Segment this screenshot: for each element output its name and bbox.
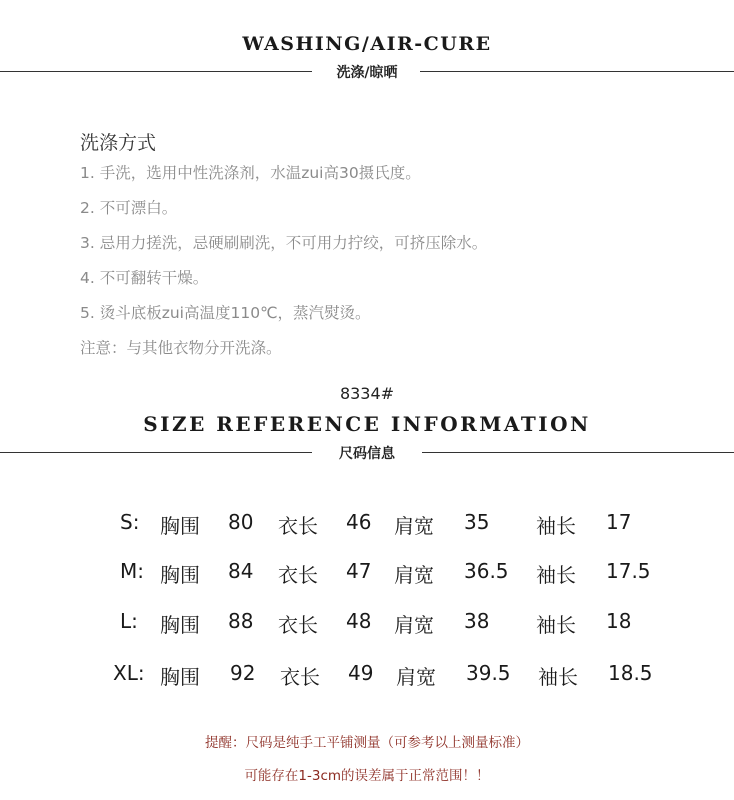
washing-note: 注意：与其他衣物分开洗涤。 [80,339,282,357]
size-label: XL: [113,661,145,685]
length-label: 衣长 [278,613,318,637]
size-header-rule [0,445,734,462]
size-header-title: SIZE REFERENCE INFORMATION [143,412,591,436]
sleeve-value: 17 [606,510,632,534]
shoulder-value: 35 [464,510,490,534]
washing-header-rule [0,64,734,81]
washing-header-subtitle: 洗涤/晾晒 [336,65,398,81]
shoulder-label: 肩宽 [394,563,434,587]
washing-line: 2. 不可漂白。 [80,199,178,217]
size-label: M: [120,559,144,583]
washing-line: 4. 不可翻转干燥。 [80,269,209,287]
washing-instructions [80,128,487,373]
washing-header-title: WASHING/AIR-CURE [242,33,492,55]
shoulder-value: 36.5 [464,559,509,583]
sleeve-value: 18 [606,609,632,633]
length-label: 衣长 [278,514,318,538]
size-label: L: [120,609,138,633]
washing-line: 3. 忌用力搓洗，忌硬刷刷洗，不可用力拧绞，可挤压除水。 [80,234,488,252]
length-value: 48 [346,609,372,633]
sleeve-label: 袖长 [536,514,576,538]
sleeve-value: 17.5 [606,559,651,583]
product-code: 8334# [339,384,395,403]
size-row-m [0,559,734,589]
sleeve-value: 18.5 [608,661,653,685]
chest-value: 84 [228,559,254,583]
shoulder-label: 肩宽 [396,665,436,689]
shoulder-value: 38 [464,609,490,633]
chest-label: 胸围 [160,665,200,689]
length-value: 47 [346,559,372,583]
sleeve-label: 袖长 [538,665,578,689]
tolerance-note: 可能存在1-3cm的误差属于正常范围！！ [244,768,490,784]
shoulder-label: 肩宽 [394,613,434,637]
length-value: 49 [348,661,374,685]
length-label: 衣长 [278,563,318,587]
washing-heading: 洗涤方式 [80,132,157,154]
size-row-s [0,510,734,540]
washing-line: 1. 手洗，选用中性洗涤剂，水温zui高30摄氏度。 [80,164,421,182]
shoulder-label: 肩宽 [394,514,434,538]
size-row-xl [0,661,734,691]
length-label: 衣长 [280,665,320,689]
chest-value: 92 [230,661,256,685]
shoulder-value: 39.5 [466,661,511,685]
chest-value: 80 [228,510,254,534]
length-value: 46 [346,510,372,534]
sleeve-label: 袖长 [536,613,576,637]
chest-value: 88 [228,609,254,633]
chest-label: 胸围 [160,613,200,637]
size-header-subtitle: 尺码信息 [339,446,395,462]
size-label: S: [120,510,140,534]
divider-line-right [420,71,734,72]
washing-line: 5. 烫斗底板zui高温度110℃，蒸汽熨烫。 [80,304,371,322]
chest-label: 胸围 [160,563,200,587]
chest-label: 胸围 [160,514,200,538]
divider-line-right [422,452,734,453]
measurement-note: 提醒：尺码是纯手工平铺测量（可参考以上测量标准） [205,735,529,751]
size-row-l [0,609,734,639]
sleeve-label: 袖长 [536,563,576,587]
